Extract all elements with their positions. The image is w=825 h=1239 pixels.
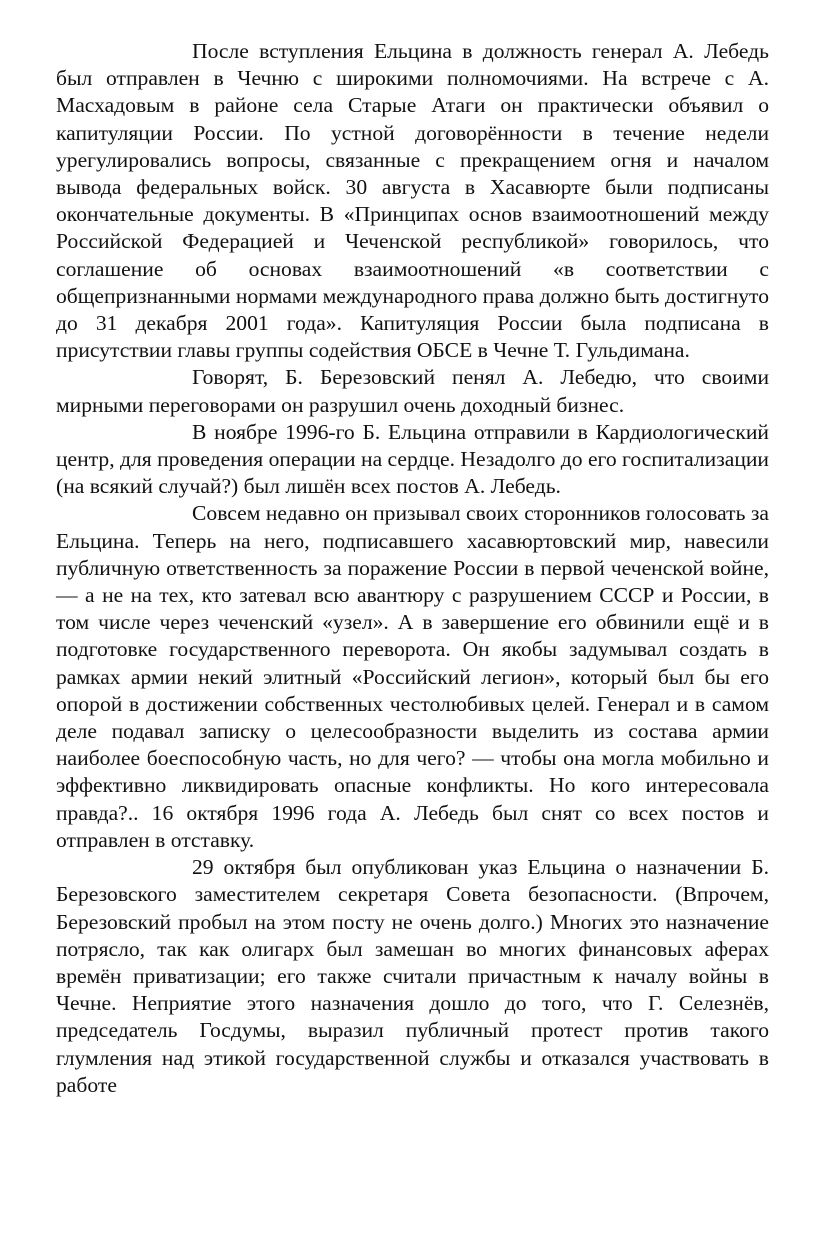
paragraph-2: Говорят, Б. Березовский пенял А. Лебедю, что своими мирными переговорами он разрушил очень доходный бизнес. <box>56 365 769 417</box>
paragraph-4: Совсем недавно он призывал своих сторонников голосовать за Ельцина. Теперь на него, подписавшего хасавюртовский мир, навесили публичную ответственность за поражение России в первой чеченской войне, — а не на тех, кто затевал всю авантюру с разрушением СССР и России, в том числе через чеченский «узел». А в завершение его обвинили ещё и в подготовке государственного переворота. Он якобы задумывал создать в рамках армии некий элитный «Российский легион», который был бы его опорой в достижении собственных честолюбивых целей. Генерал и в самом деле подавал записку о целесообразности выделить из состава армии наиболее боеспособную часть, но для чего? — чтобы она могла мобильно и эффективно ликвидировать опасные конфликты. Но кого интересовала правда?.. 16 октября 1996 года А. Лебедь был снят со всех постов и отправлен в отставку. <box>56 501 769 852</box>
paragraph-1: После вступления Ельцина в должность генерал А. Лебедь был отправлен в Чечню с широкими полномочиями. На встрече с А. Масхадовым в районе села Старые Атаги он практически объявил о капитуляции России. По устной договорённости в течение недели урегулировались вопросы, связанные с прекращением огня и началом вывода федеральных войск. 30 августа в Хасавюрте были подписаны окончательные документы. В «Принципах основ взаимоотношений между Российской Федерацией и Чеченской республикой» говорилось, что соглашение об основах взаимоотношений «в соответствии с общепризнанными нормами международного права должно быть достигнуто до 31 декабря 2001 года». Капитуляция России была подписана в присутствии главы группы содействия ОБСЕ в Чечне Т. Гульдимана. <box>56 39 769 363</box>
paragraph-5: 29 октября был опубликован указ Ельцина о назначении Б. Березовского заместителем секретаря Совета безопасности. (Впрочем, Березовский пробыл на этом посту не очень долго.) Многих это назначение потрясло, так как олигарх был замешан во многих финансовых аферах времён приватизации; его также считали причастным к началу войны в Чечне. Неприятие этого назначения дошло до того, что Г. Селезнёв, председатель Госдумы, выразил публичный протест против такого глумления над этикой государственной службы и отказался участвовать в работе <box>56 855 769 1097</box>
paragraph-3: В ноябре 1996-го Б. Ельцина отправили в Кардиологический центр, для проведения операции на сердце. Незадолго до его госпитализации (на всякий случай?) был лишён всех постов А. Лебедь. <box>56 419 769 499</box>
